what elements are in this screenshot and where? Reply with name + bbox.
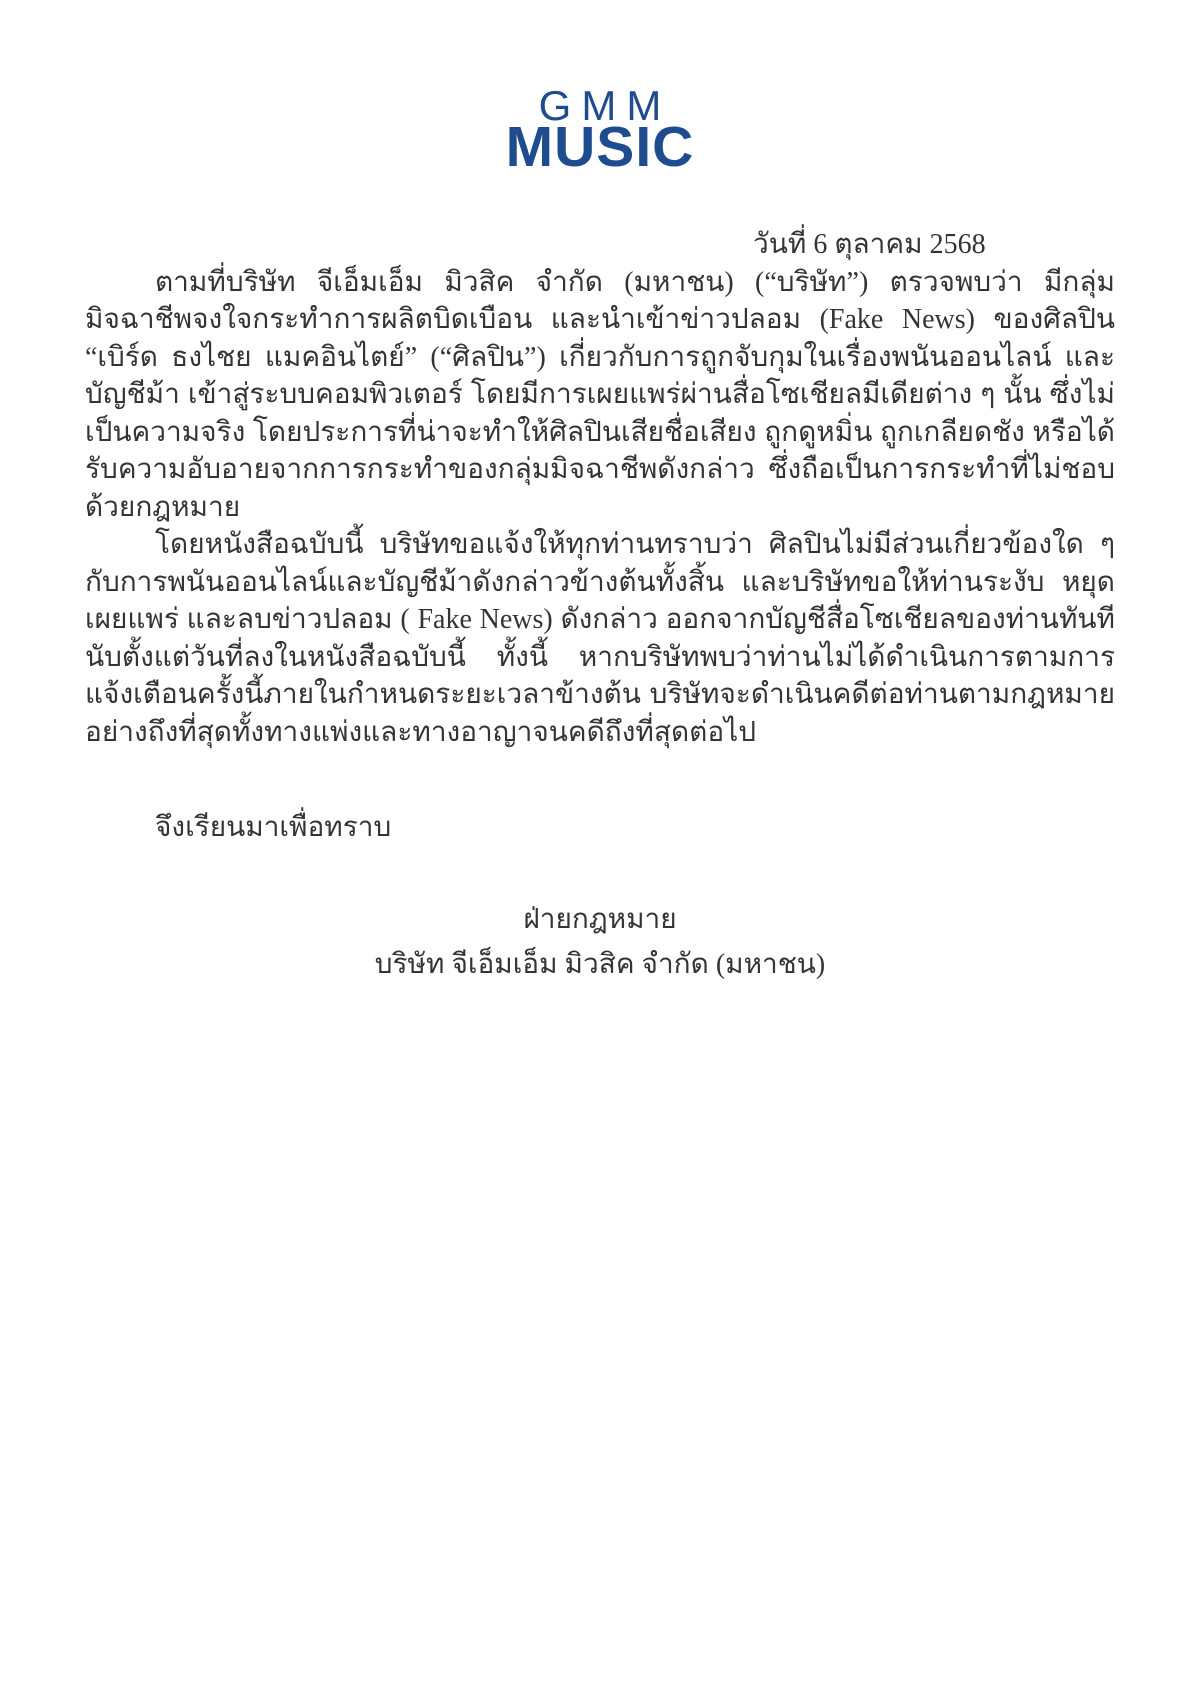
- logo-text-music: MUSIC: [505, 115, 695, 179]
- letter-date: วันที่ 6 ตุลาคม 2568: [753, 229, 986, 260]
- closing-line: จึงเรียนมาเพื่อทราบ: [155, 812, 392, 843]
- letter-body: [85, 226, 1115, 987]
- body-paragraph-1: ตามที่บริษัท จีเอ็มเอ็ม มิวสิค จำกัด (มหาชน) (“บริษัท”) ตรวจพบว่า มีกลุ่มมิจฉาชีพจงใจกระทำการผลิตบิดเบือน และนำเข้าข่าวปลอม (Fake News) ของศิลปิน “เบิร์ด ธงไชย แมคอินไตย์” (“ศิลปิน”) เกี่ยวกับการถูกจับกุมในเรื่องพนันออนไลน์ และบัญชีม้า เข้าสู่ระบบคอมพิวเตอร์ โดยมีการเผยแพร่ผ่านสื่อโซเชียลมีเดียต่าง ๆ นั้น ซึ่งไม่เป็นความจริง โดยประการที่น่าจะทำให้ศิลปินเสียชื่อเสียง ถูกดูหมิ่น ถูกเกลียดชัง หรือได้รับความอับอายจากการกระทำของกลุ่มมิจฉาชีพดังกล่าว ซึ่งถือเป็นการกระทำที่ไม่ชอบด้วยกฎหมาย: [85, 266, 1115, 523]
- signature-company: บริษัท จีเอ็มเอ็ม มิวสิค จำกัด (มหาชน): [374, 948, 826, 980]
- logo-text-gmm: GMM: [538, 82, 672, 129]
- company-logo: [0, 0, 1200, 179]
- signature-block: [85, 897, 1115, 987]
- signature-department: ฝ่ายกฎหมาย: [523, 903, 677, 935]
- body-paragraph-2: โดยหนังสือฉบับนี้ บริษัทขอแจ้งให้ทุกท่านทราบว่า ศิลปินไม่มีส่วนเกี่ยวข้องใด ๆ กับการพนันออนไลน์และบัญชีม้าดังกล่าวข้างต้นทั้งสิ้น และบริษัทขอให้ท่านระงับ หยุดเผยแพร่ และลบข่าวปลอม ( Fake News) ดังกล่าว ออกจากบัญชีสื่อโซเชียลของท่านทันที นับตั้งแต่วันที่ลงในหนังสือฉบับนี้ ทั้งนี้ หากบริษัทพบว่าท่านไม่ได้ดำเนินการตามการแจ้งเตือนครั้งนี้ภายในกำหนดระยะเวลาข้างต้น บริษัทจะดำเนินคดีต่อท่านตามกฎหมายอย่างถึงที่สุดทั้งทางแพ่งและทางอาญาจนคดีถึงที่สุดต่อไป: [85, 529, 1115, 748]
